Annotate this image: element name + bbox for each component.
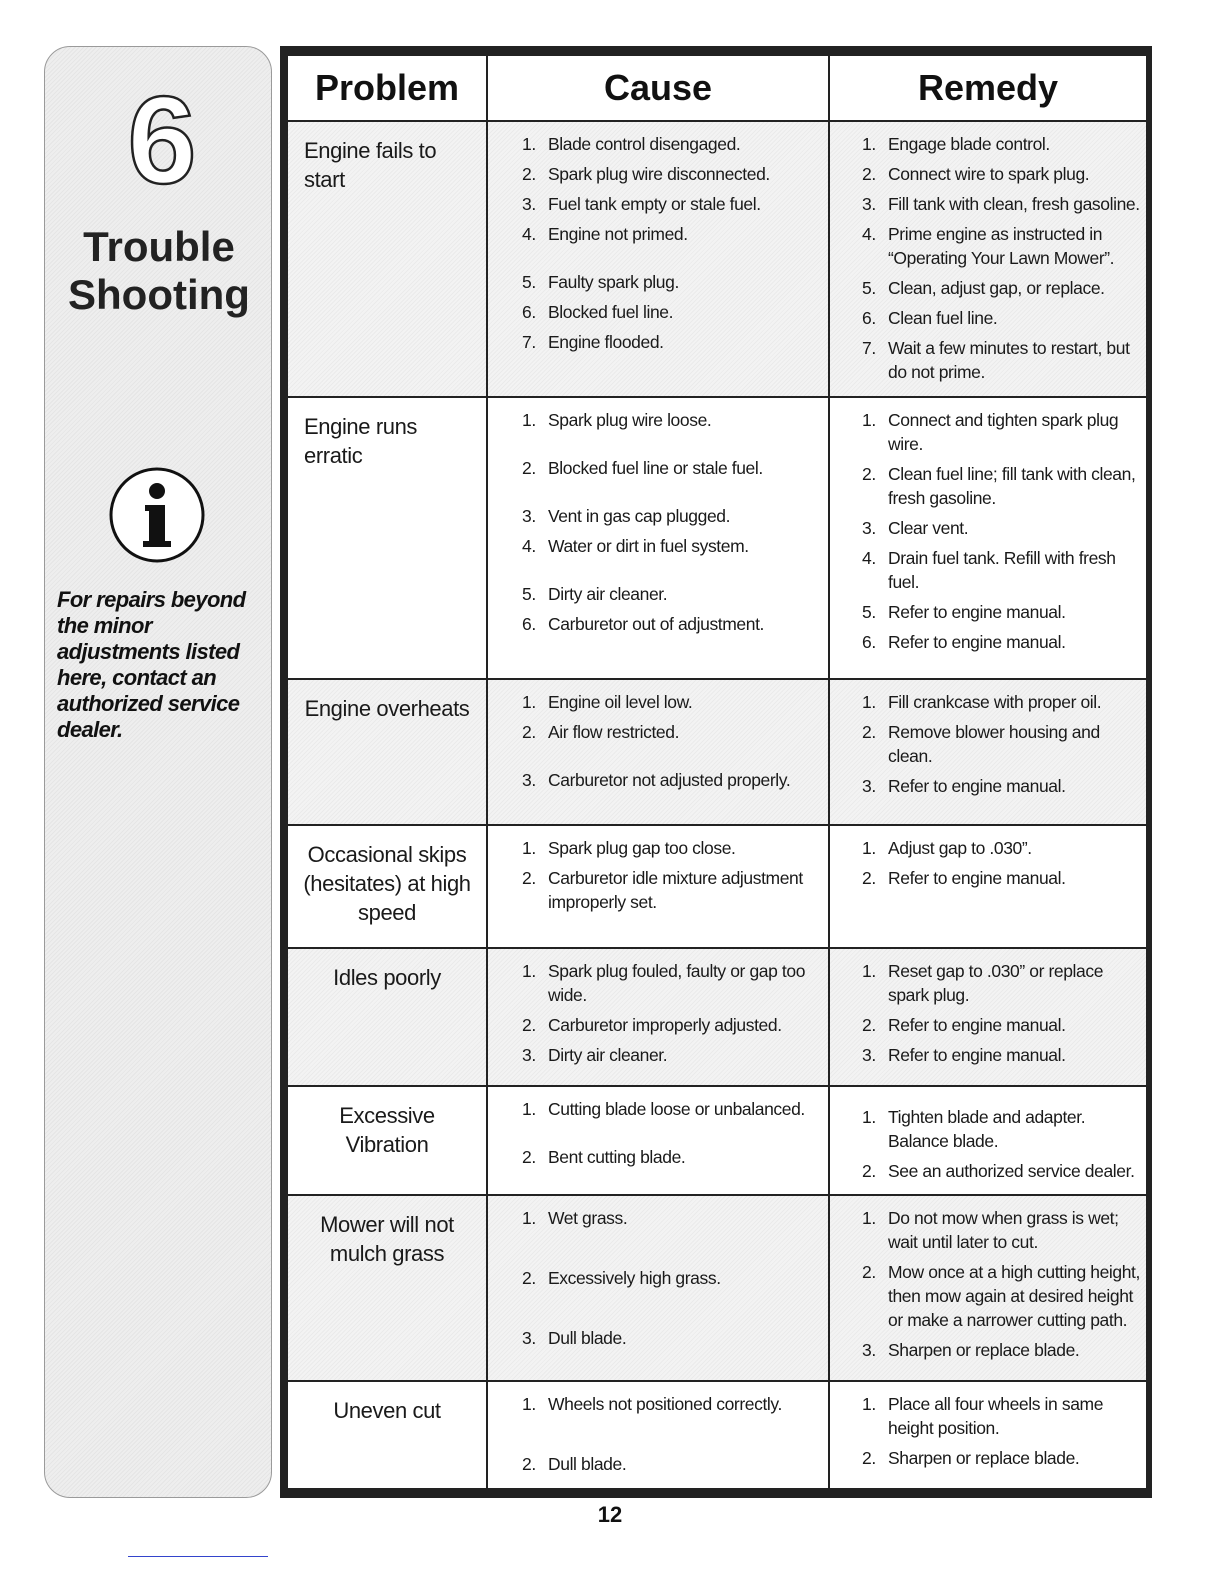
remedy-item <box>862 276 1142 300</box>
item-number: 5. <box>862 278 876 298</box>
item-number: 2. <box>522 868 536 888</box>
header-remedy: Remedy <box>917 67 1059 108</box>
item-text: Bent cutting blade. <box>548 1147 686 1167</box>
remedy-item <box>862 162 1142 186</box>
remedy-item <box>862 408 1142 456</box>
problem-cell: Engine overheats <box>288 680 488 824</box>
item-text: Fill tank with clean, fresh gasoline. <box>888 194 1140 214</box>
item-text: Carburetor idle mixture adjustment improperly set. <box>548 868 803 912</box>
item-text: Blocked fuel line. <box>548 302 674 322</box>
item-text: Wheels not positioned correctly. <box>548 1394 782 1414</box>
item-text: Carburetor not adjusted properly. <box>548 770 791 790</box>
item-text: Blade control disengaged. <box>548 134 741 154</box>
item-text: Blocked fuel line or stale fuel. <box>548 458 763 478</box>
item-number: 1. <box>522 1099 536 1119</box>
table-row <box>288 680 1146 824</box>
section-number-badge <box>121 81 203 201</box>
item-text: Fill crankcase with proper oil. <box>888 692 1102 712</box>
section-number: 6 <box>127 81 197 201</box>
troubleshooting-table <box>280 46 1152 1498</box>
item-text: See an authorized service dealer. <box>888 1161 1135 1181</box>
item-number: 1. <box>862 838 876 858</box>
item-number: 1. <box>522 961 536 981</box>
cause-item <box>522 1392 818 1416</box>
item-number: 2. <box>522 1268 536 1288</box>
item-number: 6. <box>522 302 536 322</box>
item-number: 4. <box>522 536 536 556</box>
item-text: Tighten blade and adapter. Balance blade. <box>888 1107 1086 1151</box>
item-number: 2. <box>522 1147 536 1167</box>
item-text: Spark plug wire loose. <box>548 410 712 430</box>
item-number: 6. <box>862 308 876 328</box>
item-text: Carburetor out of adjustment. <box>548 614 765 634</box>
item-text: Vent in gas cap plugged. <box>548 506 731 526</box>
item-number: 3. <box>522 194 536 214</box>
cause-item <box>522 720 818 744</box>
cause-item <box>522 1206 818 1230</box>
item-number: 5. <box>522 584 536 604</box>
item-number: 1. <box>862 1394 876 1414</box>
item-number: 4. <box>522 224 536 244</box>
table-header <box>288 56 1146 120</box>
remedy-cell <box>830 1382 1146 1488</box>
item-text: Air flow restricted. <box>548 722 680 742</box>
cause-cell <box>488 398 830 678</box>
cause-item <box>522 582 818 606</box>
item-text: Spark plug wire disconnected. <box>548 164 770 184</box>
remedy-item <box>862 959 1142 1007</box>
table-row <box>288 1382 1146 1488</box>
problem-cell: Mower will not mulch grass <box>288 1196 488 1380</box>
item-text: Remove blower housing and clean. <box>888 722 1100 766</box>
remedy-item <box>862 306 1142 330</box>
item-number: 2. <box>862 1262 876 1282</box>
cause-item <box>522 162 818 186</box>
item-number: 2. <box>522 722 536 742</box>
table-row <box>288 949 1146 1085</box>
item-number: 2. <box>862 164 876 184</box>
item-number: 2. <box>862 1448 876 1468</box>
item-number: 3. <box>862 1045 876 1065</box>
remedy-cell <box>830 122 1146 396</box>
remedy-item <box>862 1260 1142 1332</box>
cause-item <box>522 504 818 528</box>
item-number: 1. <box>522 692 536 712</box>
info-icon <box>107 465 207 565</box>
cause-item <box>522 222 818 246</box>
problem-cell: Engine fails to start <box>288 122 488 396</box>
item-text: Water or dirt in fuel system. <box>548 536 749 556</box>
item-number: 1. <box>862 410 876 430</box>
item-number: 2. <box>522 164 536 184</box>
cause-cell <box>488 122 830 396</box>
footer-link-line <box>128 1556 268 1557</box>
cause-item <box>522 1452 818 1476</box>
cause-item <box>522 1326 818 1350</box>
service-dealer-note: For repairs beyond the minor adjustments listed here, contact an authorized service dealer. <box>57 587 246 742</box>
remedy-item <box>862 1159 1142 1183</box>
item-number: 3. <box>522 506 536 526</box>
item-number: 4. <box>862 224 876 244</box>
cause-item <box>522 408 818 432</box>
item-number: 7. <box>522 332 536 352</box>
cause-cell <box>488 949 830 1085</box>
item-number: 2. <box>862 1161 876 1181</box>
remedy-item <box>862 546 1142 594</box>
item-text: Refer to engine manual. <box>888 1045 1066 1065</box>
table-row <box>288 1196 1146 1380</box>
header-problem: Problem <box>288 56 488 120</box>
item-text: Reset gap to .030” or replace spark plug. <box>888 961 1104 1005</box>
cause-item <box>522 1013 818 1037</box>
cause-cell <box>488 1196 830 1380</box>
item-number: 1. <box>522 838 536 858</box>
cause-item <box>522 534 818 558</box>
item-text: Engine not primed. <box>548 224 688 244</box>
remedy-item <box>862 720 1142 768</box>
table-row <box>288 826 1146 947</box>
problem-cell: Excessive Vibration <box>288 1087 488 1194</box>
item-text: Dull blade. <box>548 1454 627 1474</box>
item-number: 2. <box>862 464 876 484</box>
item-number: 7. <box>862 338 876 358</box>
cause-item <box>522 612 818 636</box>
item-number: 1. <box>522 1394 536 1414</box>
section-title <box>45 223 273 319</box>
item-number: 3. <box>522 770 536 790</box>
item-text: Faulty spark plug. <box>548 272 679 292</box>
item-number: 5. <box>862 602 876 622</box>
item-text: Engage blade control. <box>888 134 1050 154</box>
cause-item <box>522 1145 818 1169</box>
remedy-item <box>862 1338 1142 1362</box>
item-text: Prime engine as instructed in “Operating Your Lawn Mower”. <box>888 224 1115 268</box>
item-text: Dirty air cleaner. <box>548 584 668 604</box>
remedy-cell <box>830 680 1146 824</box>
item-text: Clear vent. <box>888 518 969 538</box>
item-text: Spark plug gap too close. <box>548 838 736 858</box>
remedy-cell <box>830 1087 1146 1194</box>
problem-cell: Occasional skips (hesitates) at high speed <box>288 826 488 947</box>
item-number: 3. <box>862 1340 876 1360</box>
item-number: 1. <box>862 692 876 712</box>
item-text: Clean, adjust gap, or replace. <box>888 278 1105 298</box>
item-text: Adjust gap to .030”. <box>888 838 1032 858</box>
item-number: 3. <box>862 518 876 538</box>
item-text: Sharpen or replace blade. <box>888 1448 1080 1468</box>
problem-cell: Engine runs erratic <box>288 398 488 678</box>
cause-item <box>522 1097 818 1121</box>
item-number: 5. <box>522 272 536 292</box>
item-number: 2. <box>522 458 536 478</box>
table-row <box>288 1087 1146 1194</box>
item-text: Fuel tank empty or stale fuel. <box>548 194 761 214</box>
item-number: 1. <box>862 134 876 154</box>
remedy-item <box>862 336 1142 384</box>
remedy-item <box>862 1043 1142 1067</box>
item-number: 1. <box>522 410 536 430</box>
remedy-cell <box>830 949 1146 1085</box>
remedy-item <box>862 630 1142 654</box>
item-number: 3. <box>862 194 876 214</box>
item-number: 4. <box>862 548 876 568</box>
remedy-item <box>862 774 1142 798</box>
problem-cell: Uneven cut <box>288 1382 488 1488</box>
page-number: 12 <box>597 1502 623 1527</box>
remedy-item <box>862 516 1142 540</box>
item-text: Clean fuel line. <box>888 308 998 328</box>
section-title-line1: Trouble <box>83 223 235 270</box>
item-number: 1. <box>522 1208 536 1228</box>
remedy-item <box>862 690 1142 714</box>
item-text: Wet grass. <box>548 1208 628 1228</box>
cause-cell <box>488 1087 830 1194</box>
item-number: 3. <box>522 1045 536 1065</box>
remedy-item <box>862 1206 1142 1254</box>
item-text: Excessively high grass. <box>548 1268 721 1288</box>
item-number: 2. <box>862 722 876 742</box>
header-cause: Cause <box>488 56 830 120</box>
cause-cell <box>488 826 830 947</box>
remedy-item <box>862 462 1142 510</box>
cause-item <box>522 270 818 294</box>
remedy-item <box>862 1013 1142 1037</box>
cause-item <box>522 866 818 914</box>
remedy-cell <box>830 398 1146 678</box>
item-text: Refer to engine manual. <box>888 1015 1066 1035</box>
remedy-item <box>862 836 1142 860</box>
cause-item <box>522 836 818 860</box>
item-text: Do not mow when grass is wet; wait until later to cut. <box>888 1208 1119 1252</box>
item-text: Place all four wheels in same height position. <box>888 1394 1104 1438</box>
sidebar-panel <box>44 46 272 1498</box>
cause-item <box>522 768 818 792</box>
remedy-item <box>862 600 1142 624</box>
item-number: 6. <box>862 632 876 652</box>
cause-item <box>522 456 818 480</box>
remedy-item <box>862 192 1142 216</box>
remedy-item <box>862 132 1142 156</box>
item-number: 2. <box>522 1015 536 1035</box>
remedy-item <box>862 1105 1142 1153</box>
item-number: 2. <box>862 868 876 888</box>
item-text: Connect wire to spark plug. <box>888 164 1090 184</box>
cause-item <box>522 690 818 714</box>
item-number: 2. <box>522 1454 536 1474</box>
item-text: Engine flooded. <box>548 332 664 352</box>
item-text: Carburetor improperly adjusted. <box>548 1015 782 1035</box>
item-text: Sharpen or replace blade. <box>888 1340 1080 1360</box>
item-number: 2. <box>862 1015 876 1035</box>
item-text: Mow once at a high cutting height, then mow again at desired height or make a narrower cutting path. <box>888 1262 1140 1330</box>
item-number: 1. <box>862 961 876 981</box>
remedy-item <box>862 866 1142 890</box>
item-text: Drain fuel tank. Refill with fresh fuel. <box>888 548 1116 592</box>
remedy-cell <box>830 1196 1146 1380</box>
item-number: 6. <box>522 614 536 634</box>
cause-item <box>522 300 818 324</box>
cause-item <box>522 1043 818 1067</box>
item-number: 3. <box>522 1328 536 1348</box>
item-text: Spark plug fouled, faulty or gap too wide. <box>548 961 806 1005</box>
item-text: Connect and tighten spark plug wire. <box>888 410 1119 454</box>
table-row <box>288 398 1146 678</box>
item-number: 1. <box>862 1107 876 1127</box>
item-number: 1. <box>862 1208 876 1228</box>
item-text: Dull blade. <box>548 1328 627 1348</box>
cause-item <box>522 1266 818 1290</box>
item-number: 1. <box>522 134 536 154</box>
problem-cell: Idles poorly <box>288 949 488 1085</box>
remedy-item <box>862 222 1142 270</box>
item-text: Refer to engine manual. <box>888 776 1066 796</box>
remedy-cell <box>830 826 1146 947</box>
item-text: Clean fuel line; fill tank with clean, fresh gasoline. <box>888 464 1136 508</box>
item-text: Wait a few minutes to restart, but do not prime. <box>888 338 1130 382</box>
item-number: 3. <box>862 776 876 796</box>
item-text: Refer to engine manual. <box>888 868 1066 888</box>
item-text: Engine oil level low. <box>548 692 693 712</box>
cause-item <box>522 330 818 354</box>
cause-item <box>522 132 818 156</box>
section-title-line2: Shooting <box>68 271 250 318</box>
remedy-item <box>862 1446 1142 1470</box>
remedy-item <box>862 1392 1142 1440</box>
item-text: Refer to engine manual. <box>888 632 1066 652</box>
cause-cell <box>488 680 830 824</box>
table-row <box>288 122 1146 396</box>
cause-item <box>522 192 818 216</box>
item-text: Cutting blade loose or unbalanced. <box>548 1099 805 1119</box>
cause-cell <box>488 1382 830 1488</box>
item-text: Dirty air cleaner. <box>548 1045 668 1065</box>
cause-item <box>522 959 818 1007</box>
item-text: Refer to engine manual. <box>888 602 1066 622</box>
